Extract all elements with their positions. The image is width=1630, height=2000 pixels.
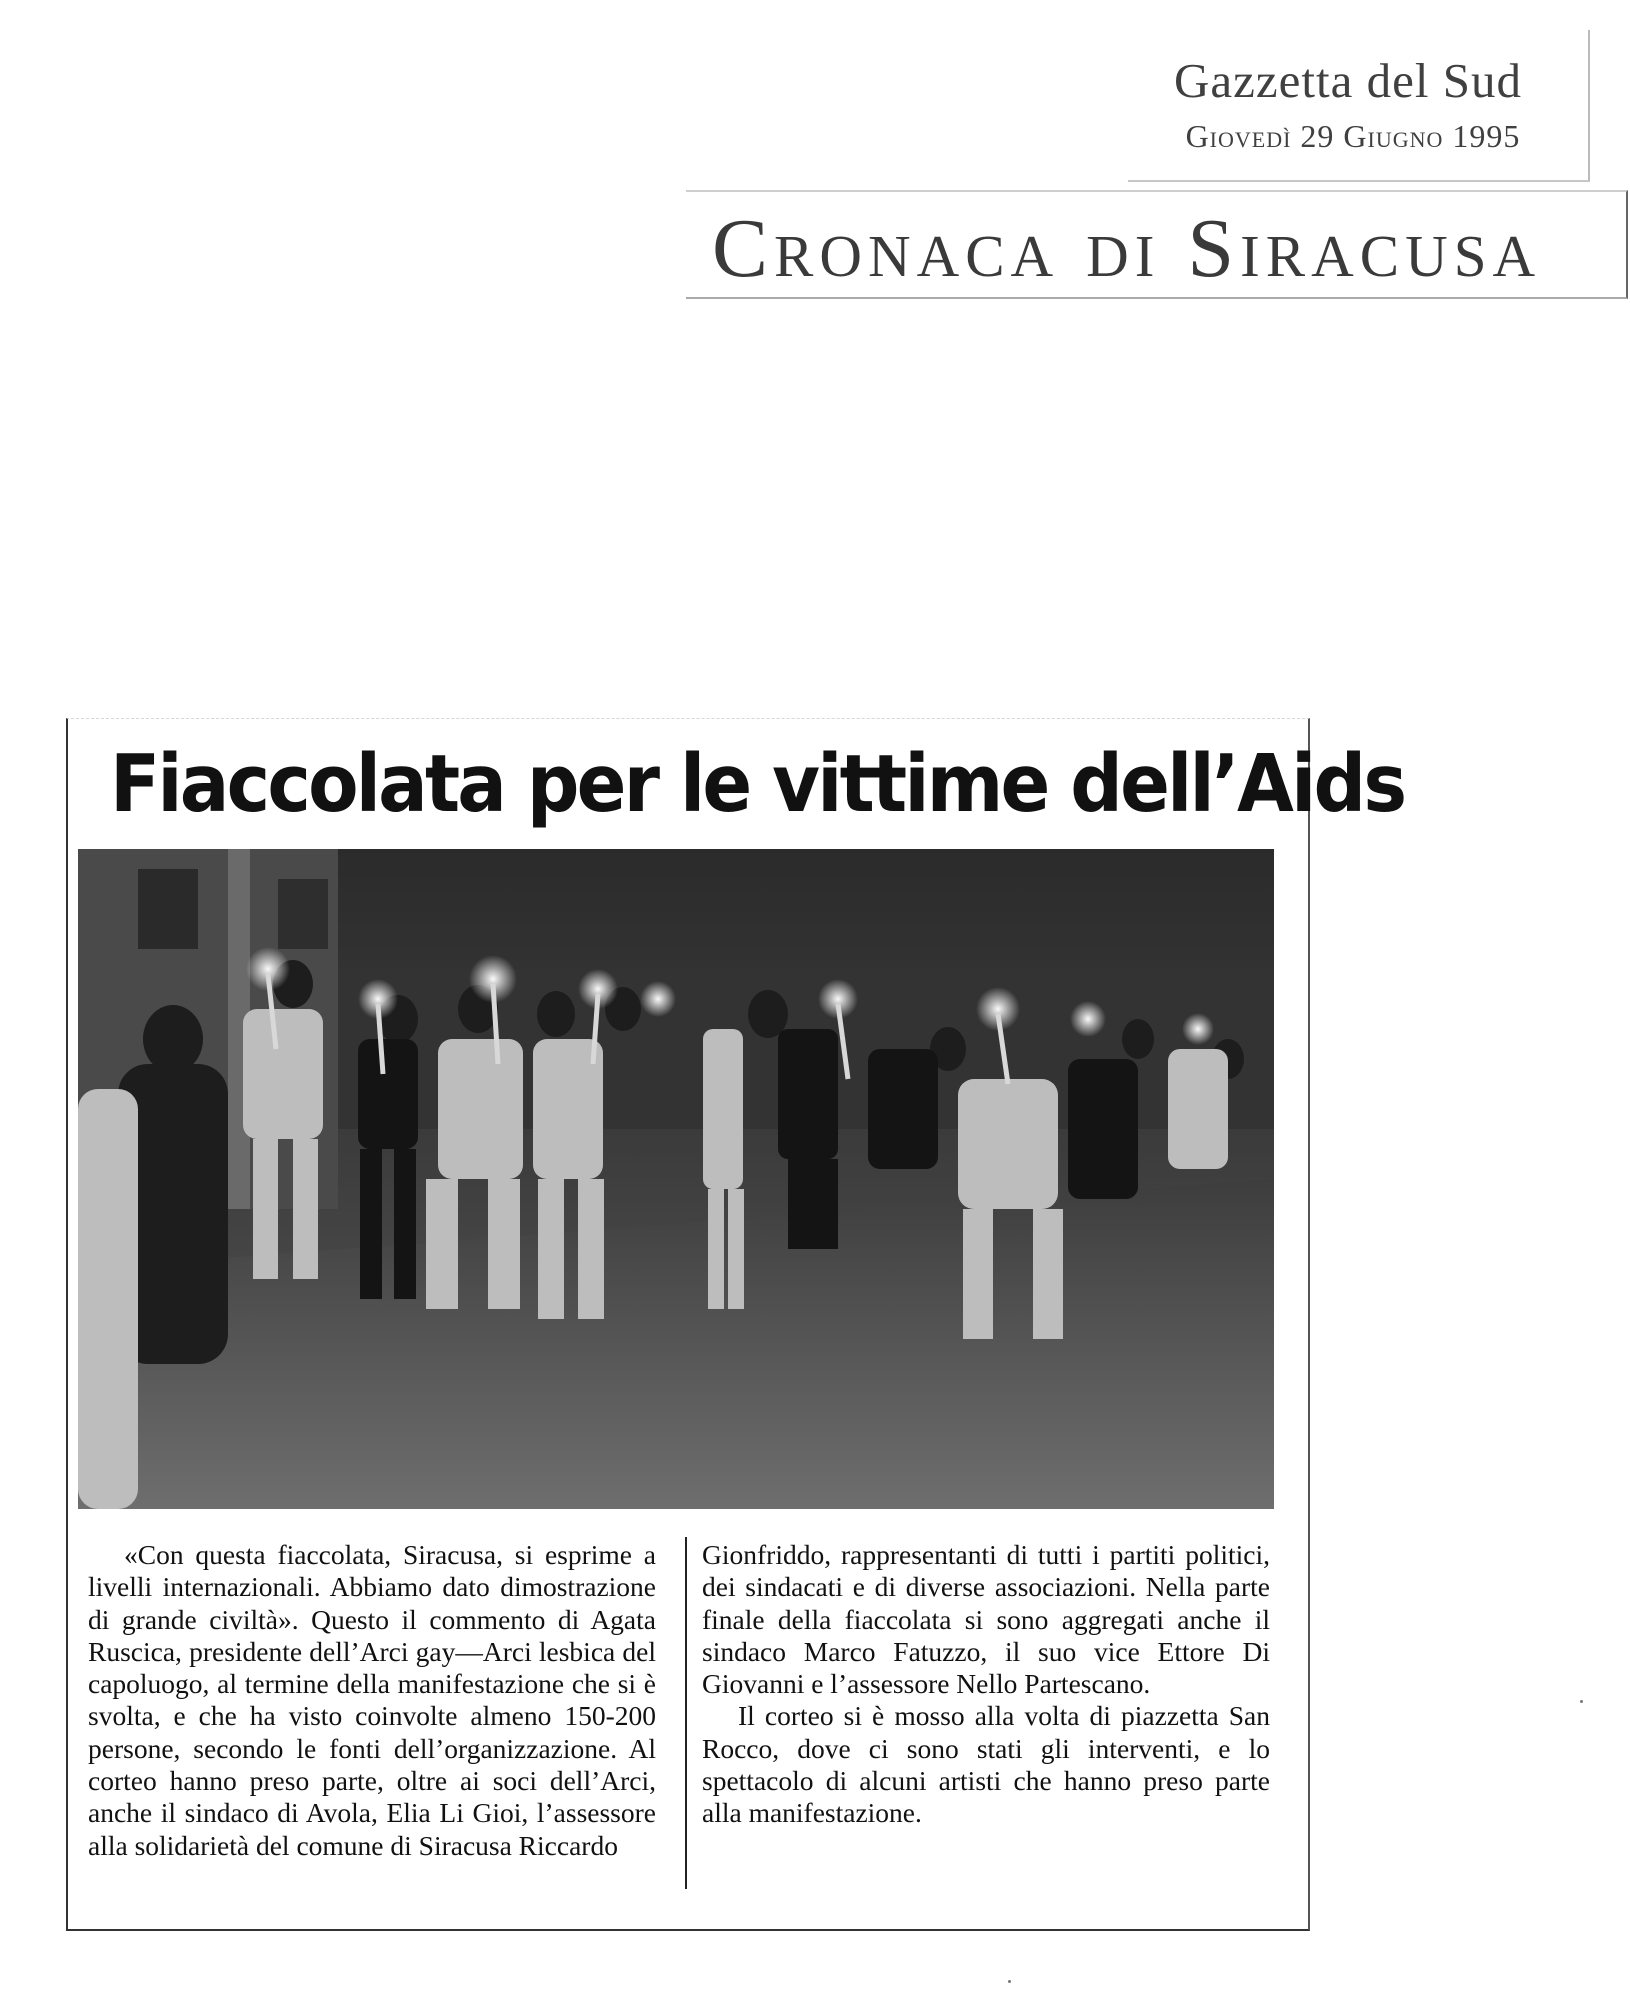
- article-paragraph-1-continued: Gionfriddo, rappresentanti di tutti i partiti politici, dei sindacati e di diverse associazioni. Nella parte finale della fiaccolata si sono aggregati anche il sindaco Marco Fatuzzo, il suo vice Ettore Di Giovanni e l’assessore Nello Partescano.: [702, 1539, 1270, 1700]
- publication-date: Giovedì 29 Giugno 1995: [1185, 118, 1521, 154]
- article-paragraph-1: «Con questa fiaccolata, Siracusa, si esprime a livelli internazionali. Abbiamo dato dimostrazione di grande civiltà». Questo il commento di Agata Ruscica, presidente dell’Arci gay—Arci lesbica del capoluogo, al termine della manifestazione che si è svolta, e che ha visto coinvolte almeno 150-200 persone, secondo le fonti dell’organizzazione. Al corteo hanno preso parte, oltre ai soci dell’Arci, anche il sindaco di Avola, Elia Li Gioi, l’assessore alla solidarietà del comune di Siracusa Riccardo: [88, 1539, 656, 1861]
- article-clipping: [66, 718, 1405, 1931]
- photo-illustration: [78, 849, 1274, 1509]
- scan-speck: [1008, 1980, 1011, 1983]
- article-headline: Fiaccolata per le vittime dell’Aids: [110, 738, 1405, 830]
- article-text-column-right: [702, 1539, 1270, 1830]
- newspaper-name: Gazzetta del Sud: [1174, 53, 1522, 108]
- masthead-clipping: [1128, 30, 1590, 182]
- section-header-clipping: [686, 190, 1628, 299]
- article-paragraph-2: Il corteo si è mosso alla volta di piazzetta San Rocco, dove ci sono stati gli interventi, e lo spettacolo di alcuni artisti che hanno preso parte alla manifestazione.: [702, 1700, 1270, 1829]
- scan-speck: [1580, 1700, 1583, 1703]
- article-text-column-left: [88, 1539, 656, 1862]
- column-divider: [685, 1537, 687, 1889]
- section-title: Cronaca di Siracusa: [712, 202, 1542, 295]
- torchlight-procession-photo: [78, 849, 1274, 1509]
